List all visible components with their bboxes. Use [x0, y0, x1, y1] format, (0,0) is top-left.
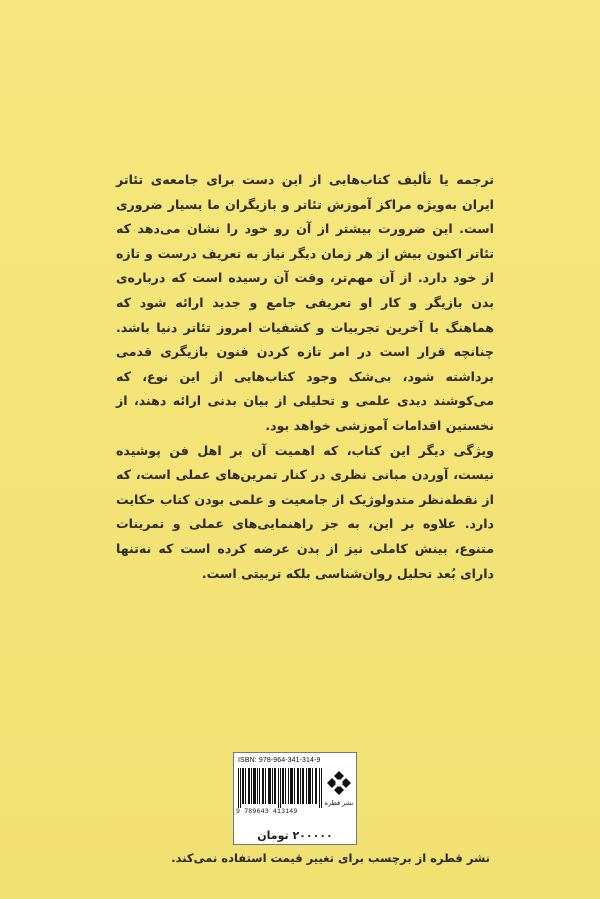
blurb-paragraph-1: ترجمه یا تألیف کتاب‌هایی از این دست برای جامعه‌ی تئاتر ایران به‌ویژه مراکز آموزش تئاتر و بازیگران ما بسیار ضروری است. این ضرورت بیشتر از آن رو خود را نشان می‌دهد که تئاتر اکنون بیش از هر زمان دیگر نیاز به تعریف درست و تازه از خود دارد. از آن مهم‌تر، وقت آن رسیده است که درباره‌ی بدن بازیگر و کار او تعریفی جامع و جدید ارائه شود که هماهنگ با آخرین تجربیات و کشفیات امروز تئاتر دنیا باشد. چنانچه قرار است در امر تازه کردن فنون بازیگری قدمی برداشته شود، بی‌شک وجود کتاب‌هایی از این نوع، که می‌کوشند دیدی علمی و تحلیلی از بیان بدنی ارائه دهند، از نخستین اقدامات آموزشی خواهد بود.	[116, 172, 494, 433]
isbn-label: ISBN: 978-964-341-314-9	[238, 757, 321, 764]
price-label	[233, 826, 357, 845]
blurb-paragraph-2: ویژگی دیگر این کتاب، که اهمیت آن بر اهل فن پوشیده نیست، آوردن مبانی نظری در کنار تمرین‌های عملی است، که از نقطه‌نظر متدولوژیک از جامعیت و علمی بودن کتاب حکایت دارد. علاوه بر این، به جز راهنمایی‌های عملی و تمرینات متنوع، بینش کاملی نیز از بدن عرضه کرده است که نه‌تنها دارای بُعد تحلیل روان‌شناسی بلکه تربیتی است.	[116, 442, 494, 581]
publisher-name: نشر قطره	[324, 799, 354, 807]
barcode-icon	[238, 768, 322, 808]
price-text: ۲۰۰۰۰۰ تومان	[257, 828, 333, 842]
back-cover-blurb	[116, 168, 494, 586]
publisher-logo-icon	[326, 770, 352, 796]
barcode-digits: 9 789643 413149	[236, 808, 298, 815]
price-disclaimer: نشر قطره از برچسب برای تغییر قیمت استفاده نمی‌کند.	[171, 851, 490, 865]
